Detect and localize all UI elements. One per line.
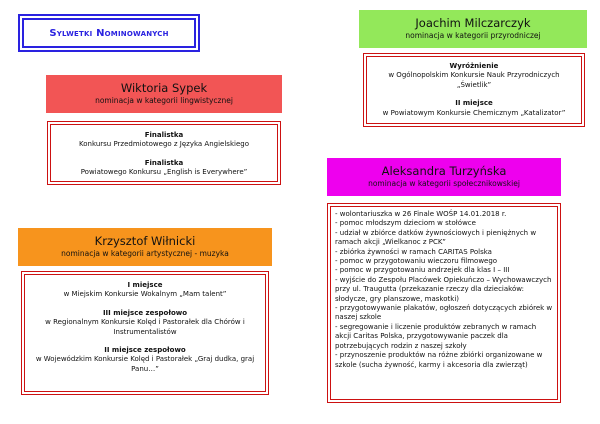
award-desc: w Powiatowym Konkursie Chemicznym „Katalizator” xyxy=(382,108,566,117)
joachim-awards-box xyxy=(366,56,582,124)
award-desc: w Miejskim Konkursie Wokalnym „Mam talent” xyxy=(63,290,227,299)
award-title: Finalistka xyxy=(144,131,184,139)
list-item: - udział w zbiórce datków żywnościowych i pieniężnych w ramach akcji „Wielkanoc z PCK” xyxy=(335,228,537,247)
award-item xyxy=(371,99,577,118)
wiktoria-header xyxy=(46,75,282,113)
krzysztof-category: nominacja w kategorii artystycznej - muzyka xyxy=(61,249,229,258)
list-item: - pomoc w przygotowaniu andrzejek dla klas I – III xyxy=(335,266,510,275)
aleksandra-activities-box xyxy=(330,206,558,400)
award-item xyxy=(371,62,577,90)
list-item: - wyjście do Zespołu Placówek Opiekuńczo – Wychowawczych przy ul. Traugutta (przekazanie rzeczy dla dzieciaków: słodycze, gry planszowe, maskotki) xyxy=(335,275,552,303)
list-item: - pomoc młodszym dzieciom w stołówce xyxy=(335,219,476,228)
list-item: - zbiórka żywności w ramach CARITAS Polska xyxy=(335,247,492,256)
krzysztof-name: Krzysztof Wiłnicki xyxy=(94,234,196,248)
list-item: - przygotowywanie plakatów, ogłoszeń dotyczących zbiórek w naszej szkole xyxy=(335,304,553,322)
award-desc: Powiatowego Konkursu „English is Everywhere” xyxy=(80,168,248,177)
list-item: - segregowanie i liczenie produktów zebranych w ramach akcji Caritas Polska, przygotowywanie paczek dla potrzebujących rodzin z naszej szkoły xyxy=(335,322,537,350)
award-title: II miejsce zespołowo xyxy=(104,346,186,355)
activities-list xyxy=(335,210,553,370)
award-title: Finalistka xyxy=(144,158,184,167)
award-desc: w Ogólnopolskim Konkursie Nauk Przyrodniczych „Świetlik” xyxy=(388,71,560,89)
list-item: - przynoszenie produktów na różne zbiórki organizowane w szkole (sucha żywność, karmy i akcesoria dla zwierząt) xyxy=(335,351,543,369)
krzysztof-awards-box xyxy=(24,274,266,392)
page-title: Sylwetki Nominowanych xyxy=(49,27,169,39)
award-title: III miejsce zespołowo xyxy=(102,308,188,317)
wiktoria-awards-box xyxy=(50,124,278,182)
award-desc: Konkursu Przedmiotowego z Języka Angielskiego xyxy=(79,140,249,149)
aleksandra-name: Aleksandra Turzyńska xyxy=(381,164,507,178)
award-desc: w Regionalnym Konkursie Kolęd i Pastorałek dla Chórów i Instrumentalistów xyxy=(45,318,245,336)
award-item xyxy=(29,281,261,300)
aleksandra-header xyxy=(327,158,561,196)
page-title-badge xyxy=(22,18,196,48)
award-item xyxy=(29,346,261,374)
list-item: - wolontariuszka w 26 Finale WOŚP 14.01.2018 r. xyxy=(335,210,507,218)
award-title: II miejsce xyxy=(455,99,493,108)
award-item xyxy=(29,309,261,337)
award-desc: w Wojewódzkim Konkursie Kolęd i Pastorałek „Graj dudka, graj Panu…” xyxy=(35,355,255,373)
list-item: - pomoc w przygotowaniu wieczoru filmowego xyxy=(335,257,498,266)
award-title: Wyróżnienie xyxy=(449,62,499,70)
joachim-name: Joachim Milczarczyk xyxy=(415,16,531,30)
joachim-header xyxy=(359,10,587,48)
award-item xyxy=(55,131,273,150)
krzysztof-header xyxy=(18,228,272,266)
award-item xyxy=(55,159,273,178)
award-title: I miejsce xyxy=(127,281,163,289)
wiktoria-name: Wiktoria Sypek xyxy=(120,81,208,95)
aleksandra-category: nominacja w kategorii społecznikowskiej xyxy=(368,179,520,188)
joachim-category: nominacja w kategorii przyrodniczej xyxy=(405,31,541,40)
wiktoria-category: nominacja w kategorii lingwistycznej xyxy=(95,96,233,105)
